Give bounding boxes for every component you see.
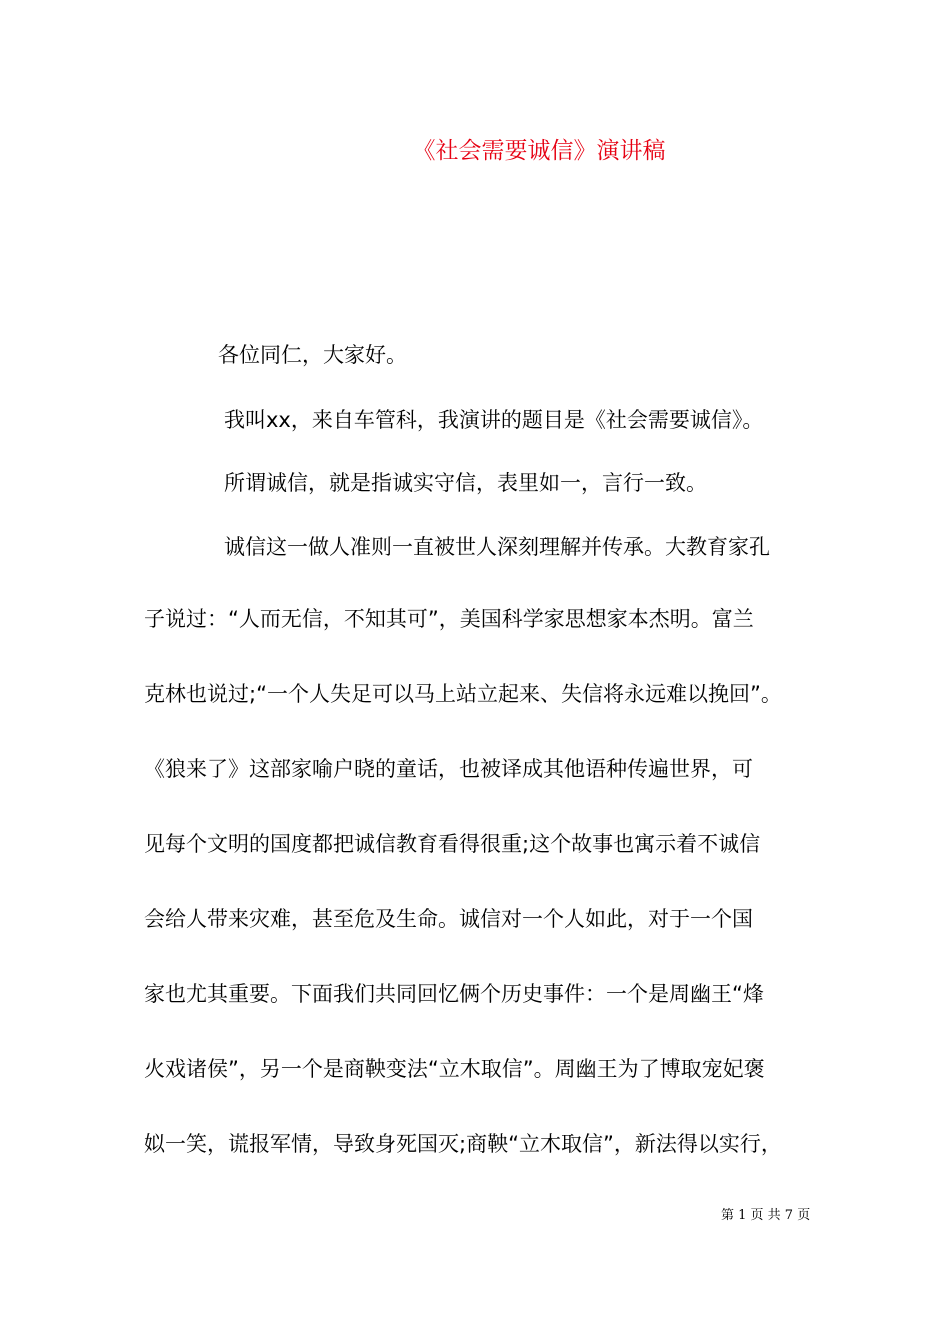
paragraph-line-11: 火戏诸侯”，另一个是商鞅变法“立木取信”。周幽王为了博取宠妃褒 [144, 1057, 765, 1081]
paragraph-line-1: 各位同仁，大家好。 [218, 343, 407, 367]
paragraph-line-9: 会给人带来灾难，甚至危及生命。诚信对一个人如此，对于一个国 [144, 907, 753, 931]
paragraph-line-12: 姒一笑，谎报军情，导致身死国灭;商鞅“立木取信”，新法得以实行， [144, 1132, 782, 1156]
paragraph-line-2: 我叫xx，来自车管科，我演讲的题目是《社会需要诚信》。 [224, 408, 764, 432]
page-number-footer: 第 1 页 共 7 页 [721, 1208, 811, 1223]
paragraph-line-6: 克林也说过;“一个人失足可以马上站立起来、失信将永远难以挽回”。 [144, 682, 782, 706]
paragraph-line-10: 家也尤其重要。下面我们共同回忆俩个历史事件：一个是周幽王“烽 [144, 982, 764, 1006]
paragraph-line-5: 子说过：“人而无信，不知其可”，美国科学家思想家本杰明。富兰 [144, 607, 754, 631]
paragraph-line-3: 所谓诚信，就是指诚实守信，表里如一，言行一致。 [224, 471, 707, 495]
paragraph-line-4: 诚信这一做人准则一直被世人深刻理解并传承。大教育家孔 [224, 535, 770, 559]
paragraph-line-7: 《狼来了》这部家喻户晓的童话，也被译成其他语种传遍世界，可 [144, 757, 753, 781]
document-title: 《社会需要诚信》演讲稿 [412, 138, 666, 164]
paragraph-line-8: 见每个文明的国度都把诚信教育看得很重;这个故事也寓示着不诚信 [144, 832, 761, 856]
